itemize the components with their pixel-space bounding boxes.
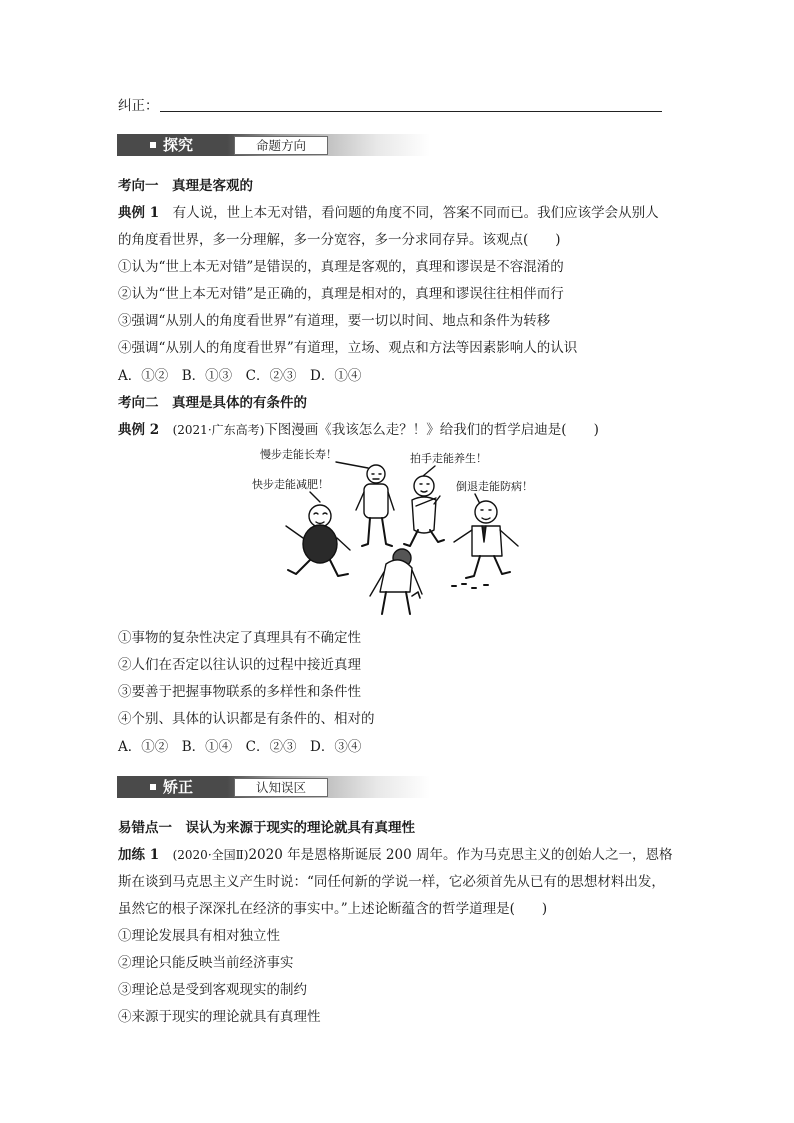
banner-tag: 认知误区 bbox=[234, 778, 328, 797]
caption-backward-walk: 倒退走能防病！ bbox=[456, 480, 533, 493]
figure-bending-walker bbox=[370, 549, 422, 614]
option-line: ②人们在否定以往认识的过程中接近真理 bbox=[118, 657, 361, 673]
topic-label: 考向一 bbox=[118, 178, 159, 194]
section-banner-correct bbox=[117, 776, 430, 798]
caption-fast-walk: 快步走能减肥！ bbox=[252, 478, 329, 491]
cartoon-illustration bbox=[240, 446, 560, 621]
example-source: (2021·广东高考) bbox=[172, 423, 265, 437]
topic-title: 真理是客观的 bbox=[172, 178, 253, 194]
banner-title: 矫正 bbox=[163, 778, 194, 796]
topic-label: 考向二 bbox=[118, 395, 159, 411]
square-bullet-icon bbox=[150, 142, 156, 148]
practice-stem-line: 虽然它的根子深深扎在经济的事实中。”上述论断蕴含的哲学道理是( ) bbox=[118, 901, 548, 917]
topic-heading bbox=[118, 176, 253, 196]
practice-label: 加练 1 bbox=[118, 847, 160, 863]
example-stem-text: 下图漫画《我该怎么走？！》给我们的哲学启迪是( ) bbox=[264, 422, 599, 438]
option-line: ③要善于把握事物联系的多样性和条件性 bbox=[118, 684, 361, 700]
topic-title: 真理是具体的有条件的 bbox=[172, 395, 307, 411]
banner-title: 探究 bbox=[163, 136, 194, 154]
option-line: ③理论总是受到客观现实的制约 bbox=[118, 982, 307, 998]
practice-stem-line bbox=[118, 845, 672, 865]
option-line: ①事物的复杂性决定了真理具有不确定性 bbox=[118, 630, 361, 646]
example-stem-line bbox=[118, 420, 599, 440]
option-line: ④个别、具体的认识都是有条件的、相对的 bbox=[118, 711, 375, 727]
figure-slow-walker bbox=[356, 465, 394, 546]
option-line: ①认为“世上本无对错”是错误的，真理是客观的，真理和谬误是不容混淆的 bbox=[118, 259, 564, 275]
correction-label: 纠正： bbox=[118, 98, 159, 114]
answer-choices: A．①② B．①④ C．②③ D．③④ bbox=[118, 739, 362, 755]
example-stem-line: 的角度看世界，多一分理解，多一分宽容，多一分求同存异。该观点( ) bbox=[118, 232, 561, 248]
option-line: ④来源于现实的理论就具有真理性 bbox=[118, 1009, 321, 1025]
topic-heading bbox=[118, 393, 307, 413]
practice-source: (2020·全国Ⅱ) bbox=[172, 848, 249, 862]
option-line: ②认为“世上本无对错”是正确的，真理是相对的，真理和谬误往往相伴而行 bbox=[118, 286, 564, 302]
example-stem-line bbox=[118, 203, 659, 223]
banner-tag: 命题方向 bbox=[234, 136, 328, 155]
figure-fast-walker bbox=[286, 505, 350, 576]
error-point-label: 易错点一 bbox=[118, 820, 172, 836]
caption-clap-walk: 拍手走能养生！ bbox=[410, 452, 487, 465]
example-label: 典例 1 bbox=[118, 205, 160, 221]
caption-slow-walk: 慢步走能长寿！ bbox=[260, 448, 337, 461]
error-point-title: 误认为来源于现实的理论就具有真理性 bbox=[185, 820, 415, 836]
figure-clapping-walker bbox=[404, 476, 444, 546]
option-line: ②理论只能反映当前经济事实 bbox=[118, 955, 294, 971]
example-stem-text: 有人说，世上本无对错，看问题的角度不同，答案不同而已。我们应该学会从别人 bbox=[172, 205, 659, 221]
option-line: ①理论发展具有相对独立性 bbox=[118, 928, 280, 944]
cartoon-svg bbox=[240, 446, 560, 621]
figure-backward-walker bbox=[454, 501, 518, 578]
example-label: 典例 2 bbox=[118, 422, 160, 438]
option-line: ④强调“从别人的角度看世界”有道理，立场、观点和方法等因素影响人的认识 bbox=[118, 340, 578, 356]
error-point-heading bbox=[118, 818, 415, 838]
square-bullet-icon bbox=[150, 784, 156, 790]
practice-stem-line: 斯在谈到马克思主义产生时说：“同任何新的学说一样，它必须首先从已有的思想材料出发， bbox=[118, 874, 665, 890]
correction-blank-line bbox=[160, 111, 662, 112]
answer-choices: A．①② B．①③ C．②③ D．①④ bbox=[118, 368, 362, 384]
practice-stem-text: 2020 年是恩格斯诞辰 200 周年。作为马克思主义的创始人之一，恩格 bbox=[248, 847, 673, 863]
option-line: ③强调“从别人的角度看世界”有道理，要一切以时间、地点和条件为转移 bbox=[118, 313, 551, 329]
section-banner-explore bbox=[117, 134, 430, 156]
